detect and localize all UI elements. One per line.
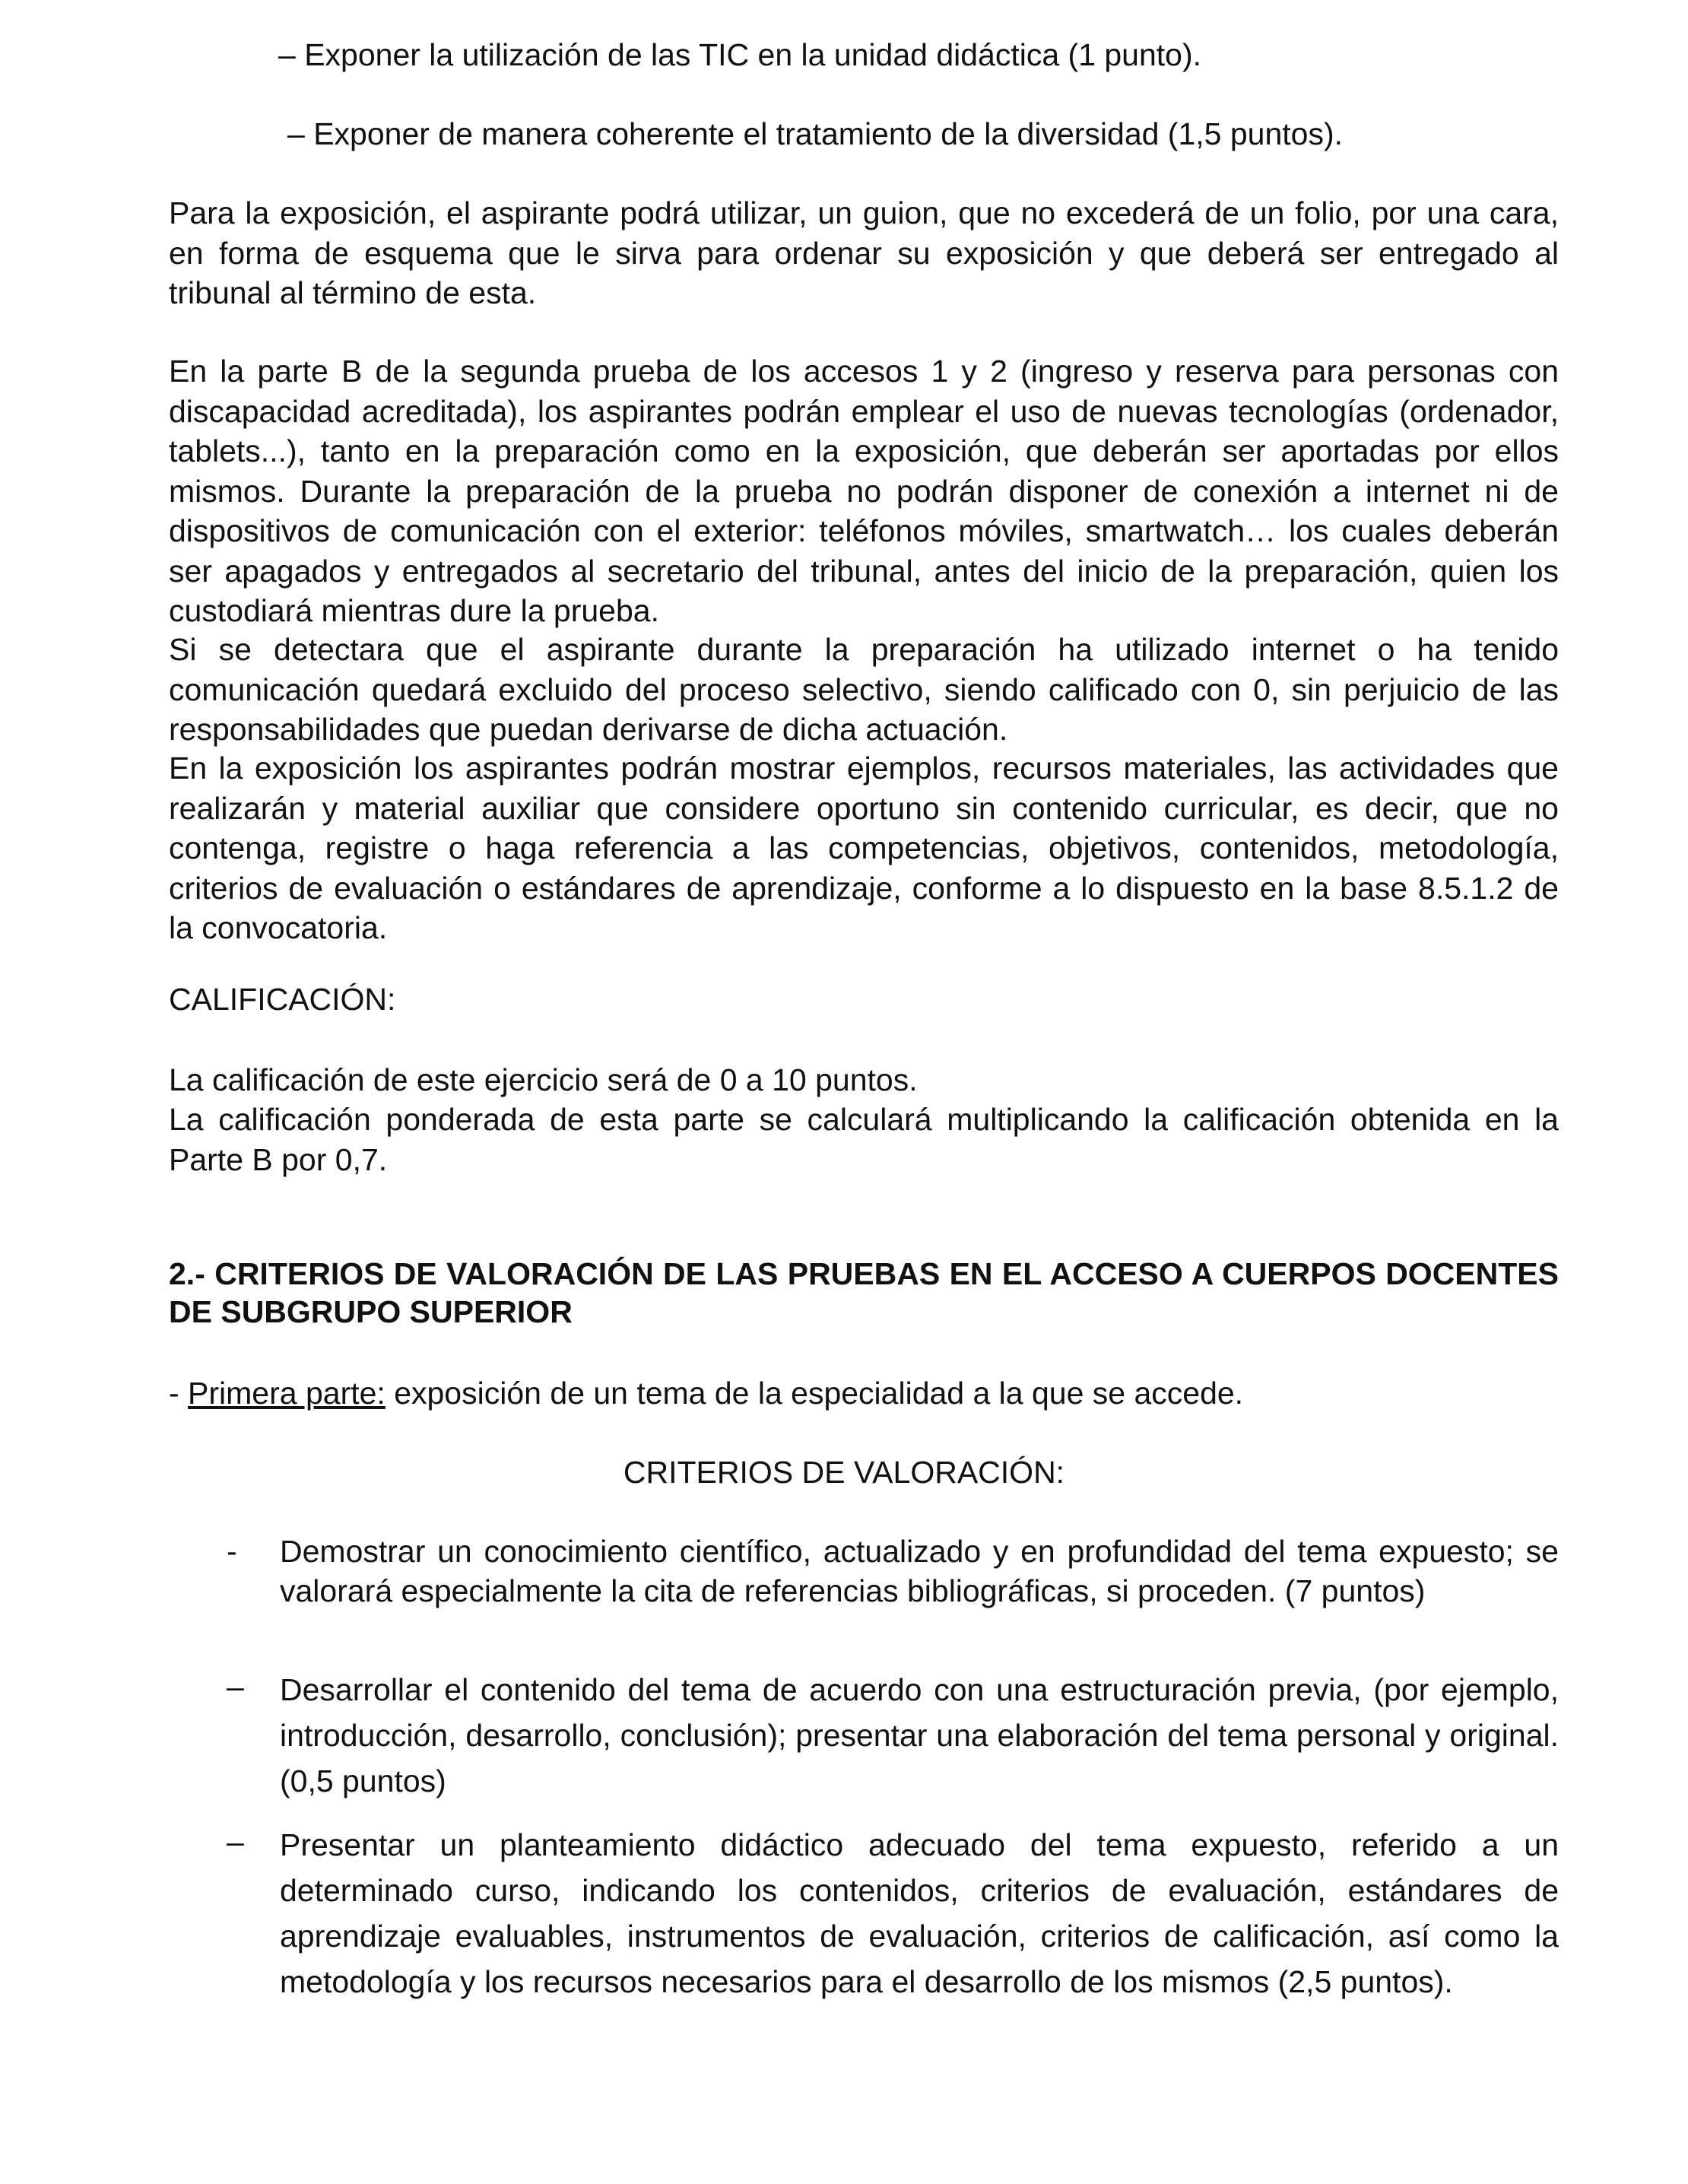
primera-parte-label: Primera parte: bbox=[188, 1376, 386, 1411]
calificacion-range: La calificación de este ejercicio será de 0 a 10 puntos. bbox=[169, 1062, 918, 1097]
paragraph-guion: Para la exposición, el aspirante podrá utilizar, un guion, que no excederá de un folio, por una cara, en forma de esquema que le sirva para ordenar su exposición y que deberá ser entregado al tribunal al término de esta. bbox=[169, 195, 1559, 310]
criterion-2: Desarrollar el contenido del tema de acuerdo con una estructuración previa, (por ejemplo, introducción, desarrollo, conclusión); presentar una elaboración del tema personal y original. (0,5 puntos) bbox=[280, 1672, 1559, 1798]
calificacion-title: CALIFICACIÓN: bbox=[169, 982, 396, 1017]
section-2-heading: 2.- CRITERIOS DE VALORACIÓN DE LAS PRUEBAS EN EL ACCESO A CUERPOS DOCENTES DE SUBGRUPO SUPERIOR bbox=[169, 1256, 1559, 1329]
paragraph-ejemplos: En la exposición los aspirantes podrán mostrar ejemplos, recursos materiales, las actividades que realizarán y material auxiliar que considere oportuno sin contenido curricular, es decir, que no contenga, registre o haga referencia a las competencias, objetivos, contenidos, metodología, criterios de evaluación o estándares de aprendizaje, conforme a lo dispuesto en la base 8.5.1.2 de la convocatoria. bbox=[169, 751, 1559, 945]
bullet-tic: – Exponer la utilización de las TIC en la unidad didáctica (1 punto). bbox=[278, 37, 1202, 72]
bullet-diversidad: – Exponer de manera coherente el tratamiento de la diversidad (1,5 puntos). bbox=[287, 116, 1343, 151]
paragraph-exclusion: Si se detectara que el aspirante durante la preparación ha utilizado internet o ha tenido comunicación quedará excluido del proceso selectivo, siendo calificado con 0, sin perjuicio de las responsabilidades que puedan derivarse de dicha actuación. bbox=[169, 632, 1559, 747]
primera-prefix: - bbox=[169, 1376, 189, 1411]
criterion-2-marker: – bbox=[227, 1669, 244, 1704]
primera-parte-text: exposición de un tema de la especialidad a la que se accede. bbox=[385, 1376, 1244, 1411]
criterion-1: Demostrar un conocimiento científico, actualizado y en profundidad del tema expuesto; se valorará especialmente la cita de referencias bibliográficas, si proceden. (7 puntos) bbox=[280, 1534, 1559, 1608]
criterios-title: CRITERIOS DE VALORACIÓN: bbox=[623, 1455, 1065, 1490]
calificacion-ponderada: La calificación ponderada de esta parte se calculará multiplicando la calificación obtenida en la Parte B por 0,7. bbox=[169, 1102, 1559, 1177]
criterion-1-marker: - bbox=[227, 1534, 237, 1569]
primera-parte-line bbox=[169, 1373, 1243, 1413]
criterion-3: Presentar un planteamiento didáctico adecuado del tema expuesto, referido a un determinado curso, indicando los contenidos, criterios de evaluación, estándares de aprendizaje evaluables, instrumentos de evaluación, criterios de calificación, así como la metodología y los recursos necesarios para el desarrollo de los mismos (2,5 puntos). bbox=[280, 1827, 1559, 1999]
paragraph-parte-b: En la parte B de la segunda prueba de los accesos 1 y 2 (ingreso y reserva para personas con discapacidad acreditada), los aspirantes podrán emplear el uso de nuevas tecnologías (ordenador, tablets...), tanto en la preparación como en la exposición, que deberán ser aportadas por ellos mismos. Durante la preparación de la prueba no podrán disponer de conexión a internet ni de dispositivos de comunicación con el exterior: teléfonos móviles, smartwatch… los cuales deberán ser apagados y entregados al secretario del tribunal, antes del inicio de la preparación, quien los custodiará mientras dure la prueba. bbox=[169, 354, 1559, 628]
criterion-3-marker: – bbox=[227, 1824, 244, 1859]
